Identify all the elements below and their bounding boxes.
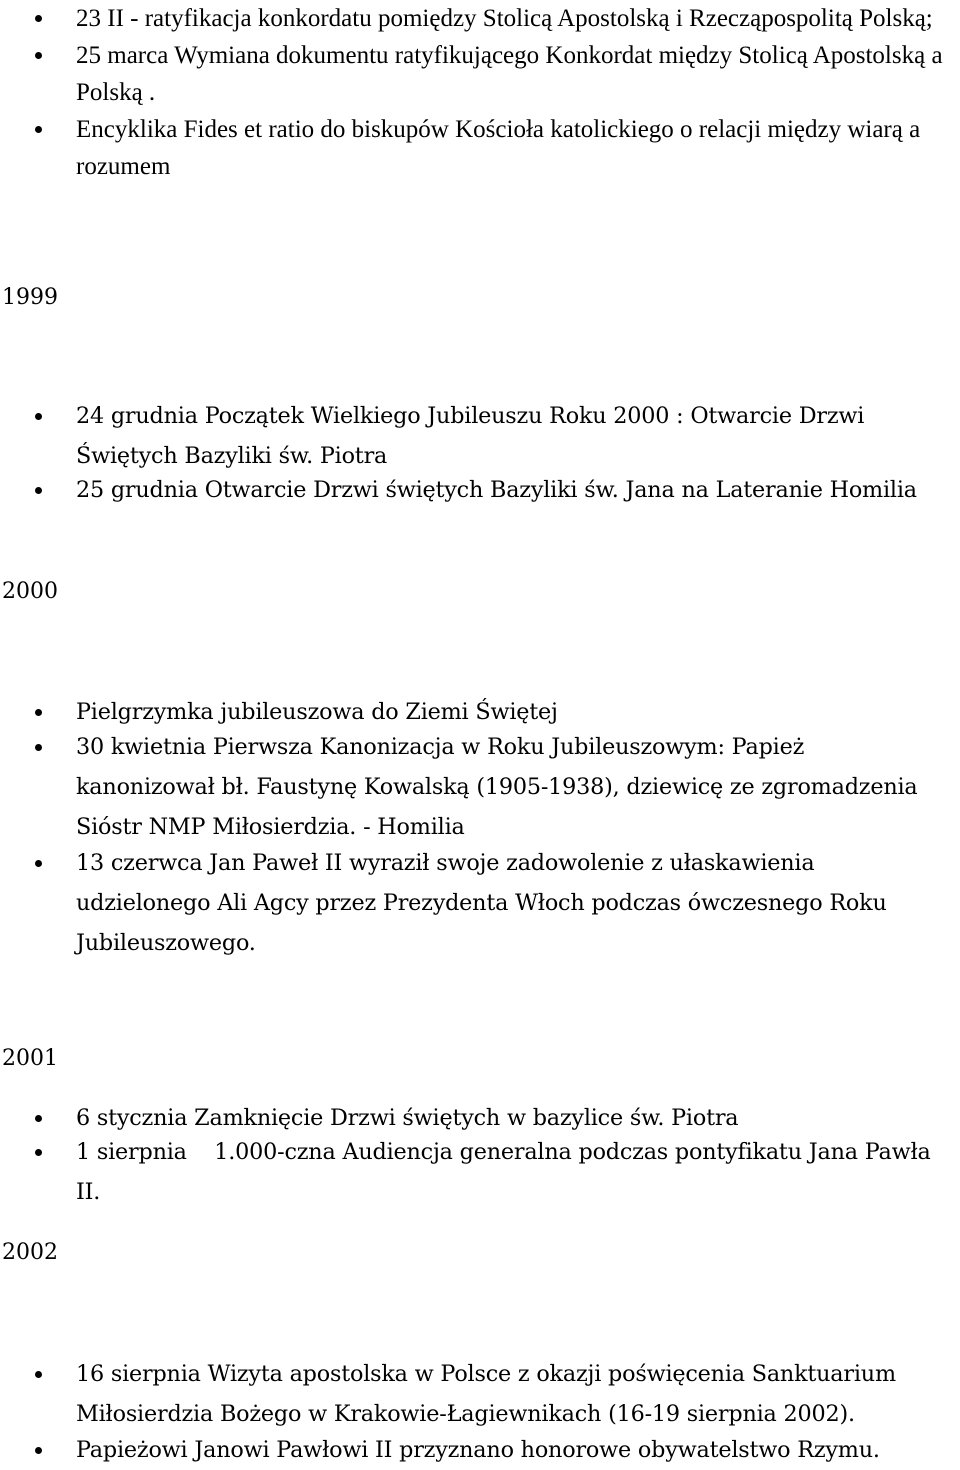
list-item-text: 6 stycznia Zamknięcie Drzwi świętych w bazylice św. Piotra bbox=[76, 1105, 739, 1131]
bullet-icon bbox=[35, 860, 42, 867]
list-item bbox=[0, 111, 945, 185]
list-item bbox=[0, 1354, 945, 1434]
bullet-icon bbox=[35, 1115, 42, 1122]
list-item-text: Pielgrzymka jubileuszowa do Ziemi Świętej bbox=[76, 699, 558, 725]
list-item-text: 13 czerwca Jan Paweł II wyraził swoje zadowolenie z ułaskawienia udzielonego Ali Agcy przez Prezydenta Włoch podczas ówczesnego Roku Jubileuszowego. bbox=[76, 850, 887, 956]
list-item bbox=[0, 396, 945, 476]
bullet-icon bbox=[35, 1371, 42, 1378]
list-item bbox=[0, 0, 945, 37]
list-item-text: 25 grudnia Otwarcie Drzwi świętych Bazyliki św. Jana na Lateranie Homilia bbox=[76, 477, 917, 503]
list-top bbox=[0, 0, 945, 185]
bullet-icon bbox=[35, 1447, 42, 1454]
year-heading-1999: 1999 bbox=[2, 285, 58, 310]
list-item bbox=[0, 1430, 945, 1470]
bullet-icon bbox=[35, 709, 42, 716]
year-heading-2002: 2002 bbox=[2, 1240, 58, 1265]
list-item bbox=[0, 727, 945, 847]
list-item-text: 23 II - ratyfikacja konkordatu pomiędzy Stolicą Apostolską i Rzecząpospolitą Polską; bbox=[76, 5, 933, 32]
bullet-icon bbox=[35, 15, 42, 22]
year-heading-2000: 2000 bbox=[2, 579, 58, 604]
list-1999 bbox=[0, 396, 945, 510]
bullet-icon bbox=[35, 487, 42, 494]
list-item-text: Encyklika Fides et ratio do biskupów Kościoła katolickiego o relacji między wiarą a rozumem bbox=[76, 116, 921, 180]
list-item-text: 24 grudnia Początek Wielkiego Jubileuszu Roku 2000 : Otwarcie Drzwi Świętych Bazyliki św. Piotra bbox=[76, 403, 865, 469]
year-heading-2001: 2001 bbox=[2, 1046, 58, 1071]
list-2000 bbox=[0, 692, 945, 963]
list-item bbox=[0, 843, 945, 963]
bullet-icon bbox=[35, 744, 42, 751]
list-item bbox=[0, 692, 945, 732]
list-item-text: 25 marca Wymiana dokumentu ratyfikującego Konkordat między Stolicą Apostolską a Polską . bbox=[76, 42, 943, 106]
list-item bbox=[0, 470, 945, 510]
bullet-icon bbox=[35, 52, 42, 59]
bullet-icon bbox=[35, 1149, 42, 1156]
bullet-icon bbox=[35, 413, 42, 420]
bullet-icon bbox=[35, 126, 42, 133]
list-item-text: Papieżowi Janowi Pawłowi II przyznano honorowe obywatelstwo Rzymu. bbox=[76, 1437, 880, 1463]
list-2001 bbox=[0, 1098, 945, 1212]
list-2002 bbox=[0, 1354, 945, 1470]
list-item-text: 16 sierpnia Wizyta apostolska w Polsce z okazji poświęcenia Sanktuarium Miłosierdzia Bożego w Krakowie-Łagiewnikach (16-19 sierpnia 2002). bbox=[76, 1361, 896, 1427]
list-item bbox=[0, 1132, 945, 1212]
list-item-text: 30 kwietnia Pierwsza Kanonizacja w Roku Jubileuszowym: Papież kanonizował bł. Faustynę Kowalską (1905-1938), dziewicę ze zgromadzenia Sióstr NMP Miłosierdzia. - Homilia bbox=[76, 734, 918, 840]
list-item bbox=[0, 37, 945, 111]
list-item-text: 1 sierpnia 1.000-czna Audiencja generalna podczas pontyfikatu Jana Pawła II. bbox=[76, 1139, 938, 1205]
